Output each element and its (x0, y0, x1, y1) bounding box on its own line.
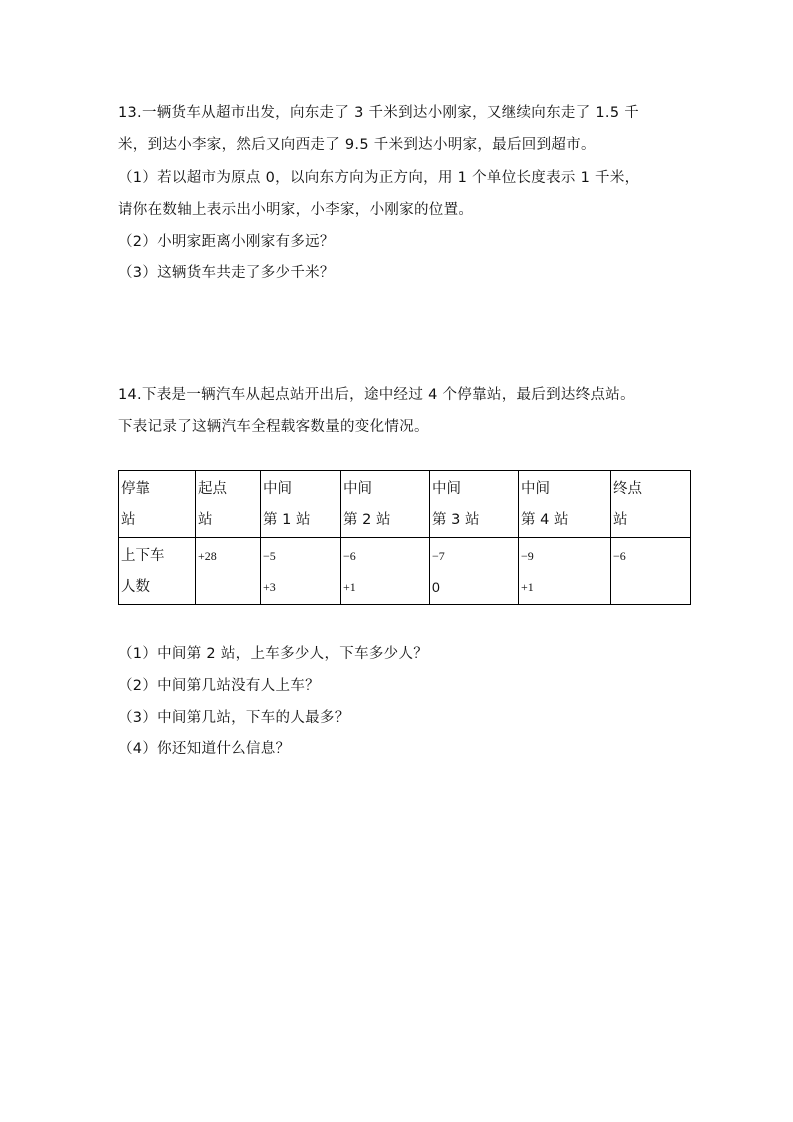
q13-line-3: （1）若以超市为原点 0，以向东方向为正方向，用 1 个单位长度表示 1 千米， (118, 170, 640, 186)
q14-sub-4: （4）你还知道什么信息？ (118, 741, 291, 757)
header-cell-start: 起点 站 (196, 471, 261, 538)
q14-line-2: 下表记录了这辆汽车全程载客数量的变化情况。 (118, 419, 429, 435)
q13-line-5: （2）小明家距离小刚家有多远？ (118, 234, 335, 250)
q13-line-1: 13.一辆货车从超市出发，向东走了 3 千米到达小刚家，又继续向东走了 1.5 千 (118, 105, 640, 121)
header-cell-stop-1: 中间 第 1 站 (261, 471, 341, 538)
q14-sub-3: （3）中间第几站，下车的人最多？ (118, 710, 350, 726)
value-cell-stop-1: −5 +3 (261, 538, 341, 605)
header-cell-stop: 停靠 站 (119, 471, 196, 538)
q13-line-6: （3）这辆货车共走了多少千米？ (118, 265, 335, 281)
value-cell-stop-3: −7 0 (430, 538, 519, 605)
header-cell-stop-4: 中间 第 4 站 (519, 471, 611, 538)
header-cell-stop-2: 中间 第 2 站 (341, 471, 430, 538)
header-cell-terminal: 终点 站 (611, 471, 691, 538)
passenger-table (118, 470, 691, 605)
q13-line-4: 请你在数轴上表示出小明家，小李家，小刚家的位置。 (118, 202, 474, 218)
q13-line-2: 米，到达小李家，然后又向西走了 9.5 千米到达小明家，最后回到超市。 (118, 137, 596, 153)
row-label-cell: 上下车 人数 (119, 538, 196, 605)
q14-sub-2: （2）中间第几站没有人上车？ (118, 678, 320, 694)
value-cell-stop-2: −6 +1 (341, 538, 430, 605)
table-header-row (119, 471, 691, 538)
value-cell-stop-4: −9 +1 (519, 538, 611, 605)
table-value-row (119, 538, 691, 605)
value-cell-terminal: −6 (611, 538, 691, 605)
q14-line-1: 14.下表是一辆汽车从起点站开出后，途中经过 4 个停靠站，最后到达终点站。 (118, 387, 635, 403)
q14-sub-1: （1）中间第 2 站，上车多少人，下车多少人？ (118, 646, 429, 662)
header-cell-stop-3: 中间 第 3 站 (430, 471, 519, 538)
value-cell-start: +28 (196, 538, 261, 605)
